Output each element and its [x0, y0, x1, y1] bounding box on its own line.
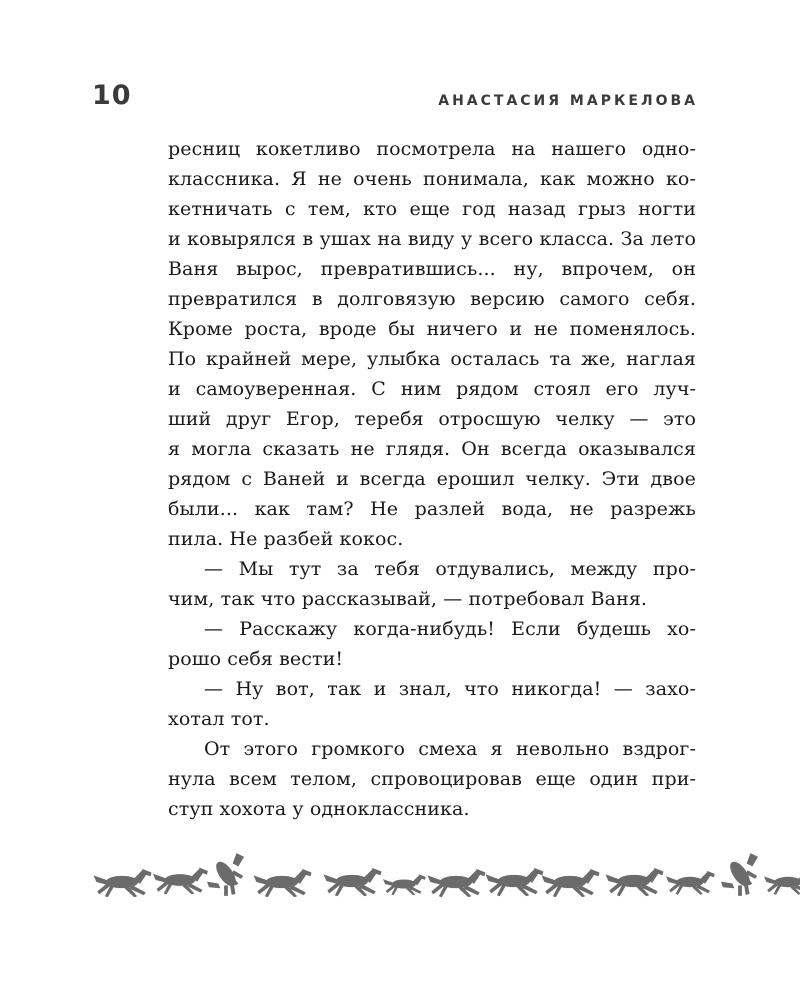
- text-line: Ваня вырос, превратившись... ну, впрочем, он: [168, 258, 696, 280]
- text-line: я могла сказать не глядя. Он всегда оказывался: [168, 438, 696, 460]
- text-line: были... как там? Не разлей вода, не разрежь: [168, 498, 696, 520]
- text-line: Кроме роста, вроде бы ничего и не поменялось.: [168, 318, 696, 340]
- text-line: ступ хохота у одноклассника.: [168, 798, 470, 820]
- page-number: 10: [92, 80, 132, 111]
- text-line: классника. Я не очень понимала, как можно ко-: [168, 168, 696, 190]
- horse-border-icon: [0, 852, 800, 902]
- text-line: нула всем телом, спровоцировав еще один при-: [168, 768, 696, 790]
- dialogue-line: — Мы тут за тебя отдувались, между про-: [204, 558, 696, 580]
- text-line: и самоуверенная. С ним рядом стоял его луч-: [168, 378, 696, 400]
- text-line: рядом с Ваней и всегда ерошил челку. Эти двое: [168, 468, 696, 490]
- text-line: кетничать с тем, кто еще год назад грыз ногти: [168, 198, 696, 220]
- dialogue-line: — Расскажу когда-нибудь! Если будешь хо-: [204, 618, 696, 640]
- text-line: чим, так что рассказывай, — потребовал Ваня.: [168, 588, 648, 610]
- text-line: По крайней мере, улыбка осталась та же, наглая: [168, 348, 696, 370]
- text-line: ресниц кокетливо посмотрела на нашего одно-: [168, 138, 696, 160]
- text-line: хотал тот.: [168, 708, 270, 730]
- text-line: пила. Не разбей кокос.: [168, 528, 404, 550]
- body-text: [168, 134, 696, 824]
- dialogue-line: — Ну вот, так и знал, что никогда! — захо-: [204, 678, 696, 700]
- running-head-author: АНАСТАСИЯ МАРКЕЛОВА: [438, 93, 698, 109]
- text-line: рошо себя вести!: [168, 648, 344, 670]
- paragraph-start-line: От этого громкого смеха я невольно вздрог-: [204, 738, 696, 760]
- text-line: ший друг Егор, теребя отросшую челку — это: [168, 408, 696, 430]
- text-line: и ковырялся в ушах на виду у всего класса. За лето: [168, 228, 696, 250]
- text-line: превратился в долговязую версию самого себя.: [168, 288, 696, 310]
